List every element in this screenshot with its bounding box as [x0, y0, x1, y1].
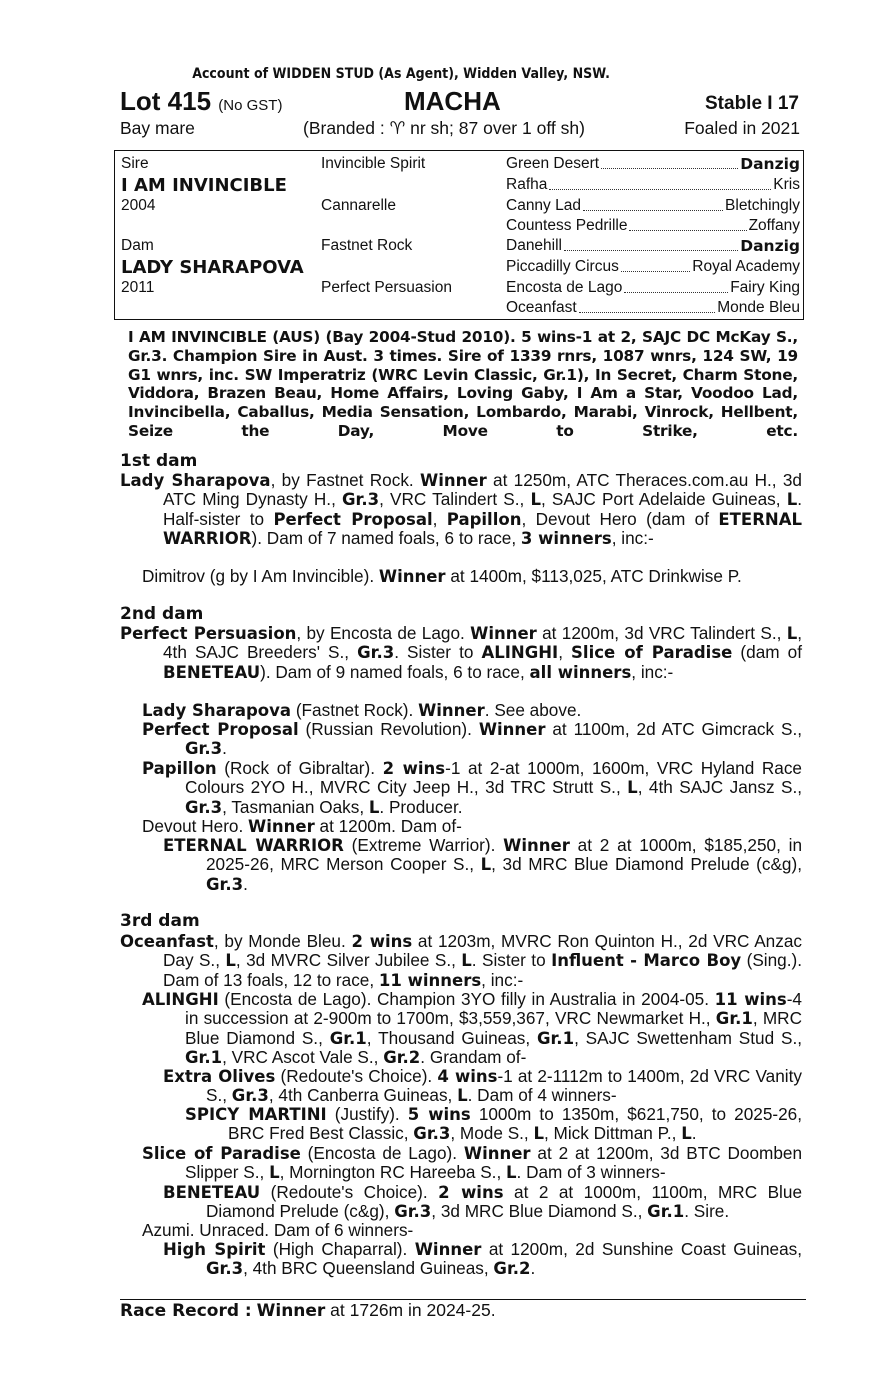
progeny-alinghi: ALINGHI (Encosta de Lago). Champion 3YO filly in Australia in 2004-05. 11 wins-4 in succession at 2-900m to 1700m, $3,559,367, VRC Newmarket H., Gr.1, MRC Blue Diamond S., Gr.1, Thousand Guineas, Gr.1, SAJC Swettenham Stud S., Gr.1, VRC Ascot Vale S., Gr.2. Grandam of- [142, 989, 803, 1067]
gen3-sire: Monde Bleu [717, 299, 800, 316]
gen3-row [506, 258, 800, 276]
grandprogeny-beneteau: BENETEAU (Redoute's Choice). 2 wins at 2 at 1000m, 1100m, MRC Blue Diamond Prelude (c&g), Gr.3, 3d MRC Blue Diamond S., Gr.1. Sire. [163, 1182, 802, 1222]
first-dam-entry: Lady Sharapova, by Fastnet Rock. Winner at 1250m, ATC Theraces.com.au H., 3d ATC Ming Dynasty H., Gr.3, VRC Talindert S., L, SAJC Port Adelaide Guineas, L. Half-sister to Perfect Proposal, Papillon, Devout Hero (dam of ETERNAL WARRIOR). Dam of 7 named foals, 6 to race, 3 winners, inc:- [120, 470, 802, 548]
first-dam-heading: 1st dam [120, 451, 198, 471]
pedigree-table [114, 150, 804, 320]
dam-name: LADY SHARAPOVA [121, 257, 304, 278]
vendor-account: Account of WIDDEN STUD (As Agent), Widden Valley, NSW. [192, 66, 610, 82]
sire-year: 2004 [121, 197, 156, 214]
gen3-sire: Royal Academy [692, 258, 800, 275]
gen3-sire: Fairy King [730, 279, 800, 296]
gen3-row [506, 237, 800, 255]
gen3-row [506, 217, 800, 235]
second-dam-entry: Perfect Persuasion, by Encosta de Lago. Winner at 1200m, 3d VRC Talindert S., L, 4th SAJC Breeders' S., Gr.3. Sister to ALINGHI, Slice of Paradise (dam of BENETEAU). Dam of 9 named foals, 6 to race, all winners, inc:- [120, 623, 802, 682]
horse-name: MACHA [404, 86, 501, 116]
race-record-detail: at 1726m in 2024-25. [325, 1300, 496, 1320]
grandprogeny-eternal-warrior: ETERNAL WARRIOR (Extreme Warrior). Winner at 2 at 1000m, $185,250, in 2025-26, MRC Merson Cooper S., L, 3d MRC Blue Diamond Prelude (c&g), Gr.3. [163, 835, 803, 894]
gen3-sire: Kris [773, 176, 800, 193]
gen3-sire: Danzig [740, 155, 800, 173]
second-dam-heading: 2nd dam [120, 604, 204, 624]
progeny-perfect-proposal: Perfect Proposal (Russian Revolution). Winner at 1100m, 2d ATC Gimcrack S., Gr.3. [142, 719, 803, 759]
first-dam-progeny: Dimitrov (g by I Am Invincible). Winner at 1400m, $113,025, ATC Drinkwise P. [142, 566, 742, 586]
gen3-name: Danehill [506, 237, 563, 254]
race-record-result: Winner [256, 1301, 326, 1321]
sex-colour: Bay mare [120, 118, 195, 138]
gen2-dam-sire: Fastnet Rock [321, 237, 413, 254]
grandprogeny-high-spirit: High Spirit (High Chaparral). Winner at 1200m, 2d Sunshine Coast Guineas, Gr.3, 4th BRC Queensland Guineas, Gr.2. [163, 1239, 802, 1279]
race-record-label: Race Record : [120, 1301, 252, 1321]
gen3-row [506, 197, 800, 215]
progeny-papillon: Papillon (Rock of Gibraltar). 2 wins-1 at 2-at 1000m, 1600m, VRC Hyland Race Colours 2YO H., MVRC City Jeep H., 3d TRC Strutt S., L, 4th SAJC Jansz S., Gr.3, Tasmanian Oaks, L. Producer. [142, 758, 802, 817]
lot-number [120, 86, 282, 117]
gen2-sire-sire: Invincible Spirit [321, 155, 426, 172]
gen3-row [506, 155, 800, 173]
sire-label: Sire [121, 155, 149, 172]
leader-dots [621, 258, 690, 272]
greatgrandprogeny-spicy-martini: SPICY MARTINI (Justify). 5 wins 1000m to 1350m, $621,750, to 2025-26, BRC Fred Best Classic, Gr.3, Mode S., L, Mick Dittman P., L. [185, 1104, 802, 1144]
race-record [120, 1300, 496, 1321]
gen3-sire: Zoffany [748, 217, 800, 234]
gen3-row [506, 299, 800, 317]
stable-number: Stable I 17 [705, 93, 799, 114]
sire-name: I AM INVINCIBLE [121, 175, 287, 196]
gen3-row [506, 176, 800, 194]
grandprogeny-extra-olives: Extra Olives (Redoute's Choice). 4 wins-1 at 2-1112m to 1400m, 2d VRC Vanity S., Gr.3, 4th Canberra Guineas, L. Dam of 4 winners- [163, 1066, 802, 1106]
gen3-row [506, 279, 800, 297]
progeny-devout-hero: Devout Hero. Winner at 1200m. Dam of- [142, 816, 462, 836]
progeny-slice-of-paradise: Slice of Paradise (Encosta de Lago). Winner at 2 at 1200m, 3d BTC Doomben Slipper S., L, Mornington RC Hareeba S., L. Dam of 3 winners- [142, 1143, 802, 1183]
gst-note: (No GST) [218, 97, 283, 114]
progeny-lady-sharapova: Lady Sharapova (Fastnet Rock). Winner. See above. [142, 700, 582, 720]
dam-label: Dam [121, 237, 154, 254]
gen2-sire-dam: Cannarelle [321, 197, 396, 214]
gen3-name: Oceanfast [506, 299, 577, 316]
dam-year: 2011 [121, 279, 155, 296]
gen3-sire: Bletchingly [725, 197, 800, 214]
leader-dots [579, 299, 716, 313]
gen3-name: Countess Pedrille [506, 217, 628, 234]
third-dam-entry: Oceanfast, by Monde Bleu. 2 wins at 1203m, MVRC Ron Quinton H., 2d VRC Anzac Day S., L, 3d MVRC Silver Jubilee S., L. Sister to Influent - Marco Boy (Sing.). Dam of 13 foals, 12 to race, 11 winners, inc:- [120, 931, 802, 990]
leader-dots [564, 237, 738, 251]
gen3-name: Rafha [506, 176, 548, 193]
progeny-azumi: Azumi. Unraced. Dam of 6 winners- [142, 1220, 414, 1240]
leader-dots [624, 279, 728, 293]
gen3-name: Encosta de Lago [506, 279, 623, 296]
sire-summary: I AM INVINCIBLE (AUS) (Bay 2004-Stud 2010). 5 wins-1 at 2, SAJC DC McKay S., Gr.3. Champion Sire in Aust. 3 times. Sire of 1339 rnrs, 1087 wnrs, 124 SW, 19 G1 wnrs, inc. SW Imperatriz (WRC Levin Classic, Gr.1), In Secret, Charm Stone, Viddora, Brazen Beau, Home Affairs, Loving Gaby, I Am a Star, Voodoo Lad, Invincibella, Caballus, Media Sensation, Lombardo, Marabi, Vinrock, Hellbent, Seize the Day, Move to Strike, etc. [128, 328, 798, 440]
brand-marks: (Branded : ♈ nr sh; 87 over 1 off sh) [303, 118, 585, 138]
gen3-name: Canny Lad [506, 197, 581, 214]
leader-dots [629, 217, 746, 231]
foaled-year: Foaled in 2021 [684, 118, 800, 138]
gen3-name: Green Desert [506, 155, 600, 172]
gen2-dam-dam: Perfect Persuasion [321, 279, 452, 296]
third-dam-heading: 3rd dam [120, 911, 200, 931]
lot-label: Lot 415 [120, 86, 212, 116]
leader-dots [583, 197, 723, 211]
leader-dots [601, 155, 738, 169]
leader-dots [549, 176, 771, 190]
gen3-sire: Danzig [740, 237, 800, 255]
gen3-name: Piccadilly Circus [506, 258, 619, 275]
